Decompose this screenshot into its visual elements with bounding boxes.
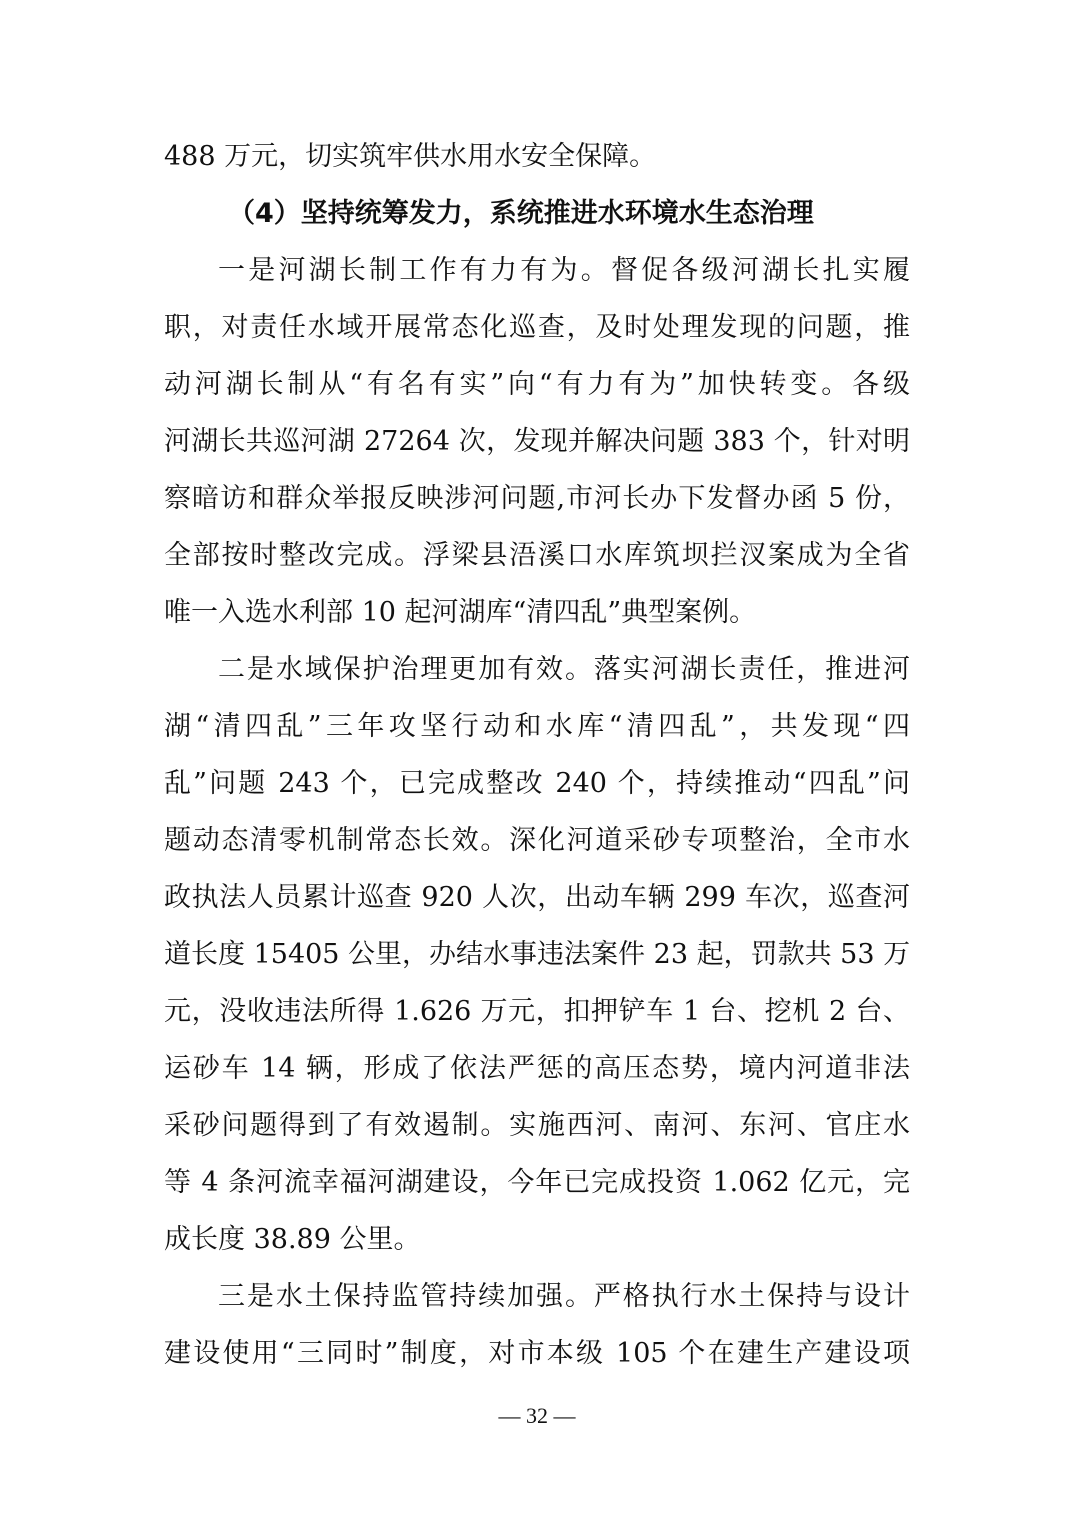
paragraph-line: 488 万元，切实筑牢供水用水安全保障。 xyxy=(164,141,657,172)
paragraph-line: 三是水土保持监管持续加强。严格执行水土保持与设计 xyxy=(218,1281,910,1312)
paragraph-line: 河湖长共巡河湖 27264 次，发现并解决问题 383 个，针对明 xyxy=(164,426,910,457)
paragraph-line: 运砂车 14 辆，形成了依法严惩的高压态势，境内河道非法 xyxy=(164,1053,910,1084)
paragraph-line: 元，没收违法所得 1.626 万元，扣押铲车 1 台、挖机 2 台、 xyxy=(164,996,910,1027)
section-heading: （4）坚持统筹发力，系统推进水环境水生态治理 xyxy=(228,198,814,229)
paragraph-line: 采砂问题得到了有效遏制。实施西河、南河、东河、官庄水 xyxy=(164,1110,910,1141)
paragraph-line: 一是河湖长制工作有力有为。督促各级河湖长扎实履 xyxy=(218,255,910,286)
paragraph-line: 成长度 38.89 公里。 xyxy=(164,1224,421,1255)
paragraph-line: 题动态清零机制常态长效。深化河道采砂专项整治，全市水 xyxy=(164,825,910,856)
paragraph-line: 动河湖长制从“有名有实”向“有力有为”加快转变。各级 xyxy=(164,369,910,400)
paragraph-line: 唯一入选水利部 10 起河湖库“清四乱”典型案例。 xyxy=(164,597,757,628)
paragraph-line: 察暗访和群众举报反映涉河问题,市河长办下发督办函 5 份， xyxy=(164,483,910,514)
paragraph-line: 乱”问题 243 个，已完成整改 240 个，持续推动“四乱”问 xyxy=(164,768,910,799)
paragraph-line: 政执法人员累计巡查 920 人次，出动车辆 299 车次，巡查河 xyxy=(164,882,910,913)
paragraph-line: 职，对责任水域开展常态化巡查，及时处理发现的问题，推 xyxy=(164,312,910,343)
paragraph-line: 湖“清四乱”三年攻坚行动和水库“清四乱”，共发现“四 xyxy=(164,711,910,742)
paragraph-line: 道长度 15405 公里，办结水事违法案件 23 起，罚款共 53 万 xyxy=(164,939,911,970)
paragraph-line: 二是水域保护治理更加有效。落实河湖长责任，推进河 xyxy=(218,654,910,685)
paragraph-line: 建设使用“三同时”制度，对市本级 105 个在建生产建设项 xyxy=(164,1338,910,1369)
page-number: — 32 — xyxy=(498,1403,576,1428)
paragraph-line: 等 4 条河流幸福河湖建设，今年已完成投资 1.062 亿元，完 xyxy=(164,1167,910,1198)
paragraph-line: 全部按时整改完成。浮梁县浯溪口水库筑坝拦汊案成为全省 xyxy=(164,540,910,571)
